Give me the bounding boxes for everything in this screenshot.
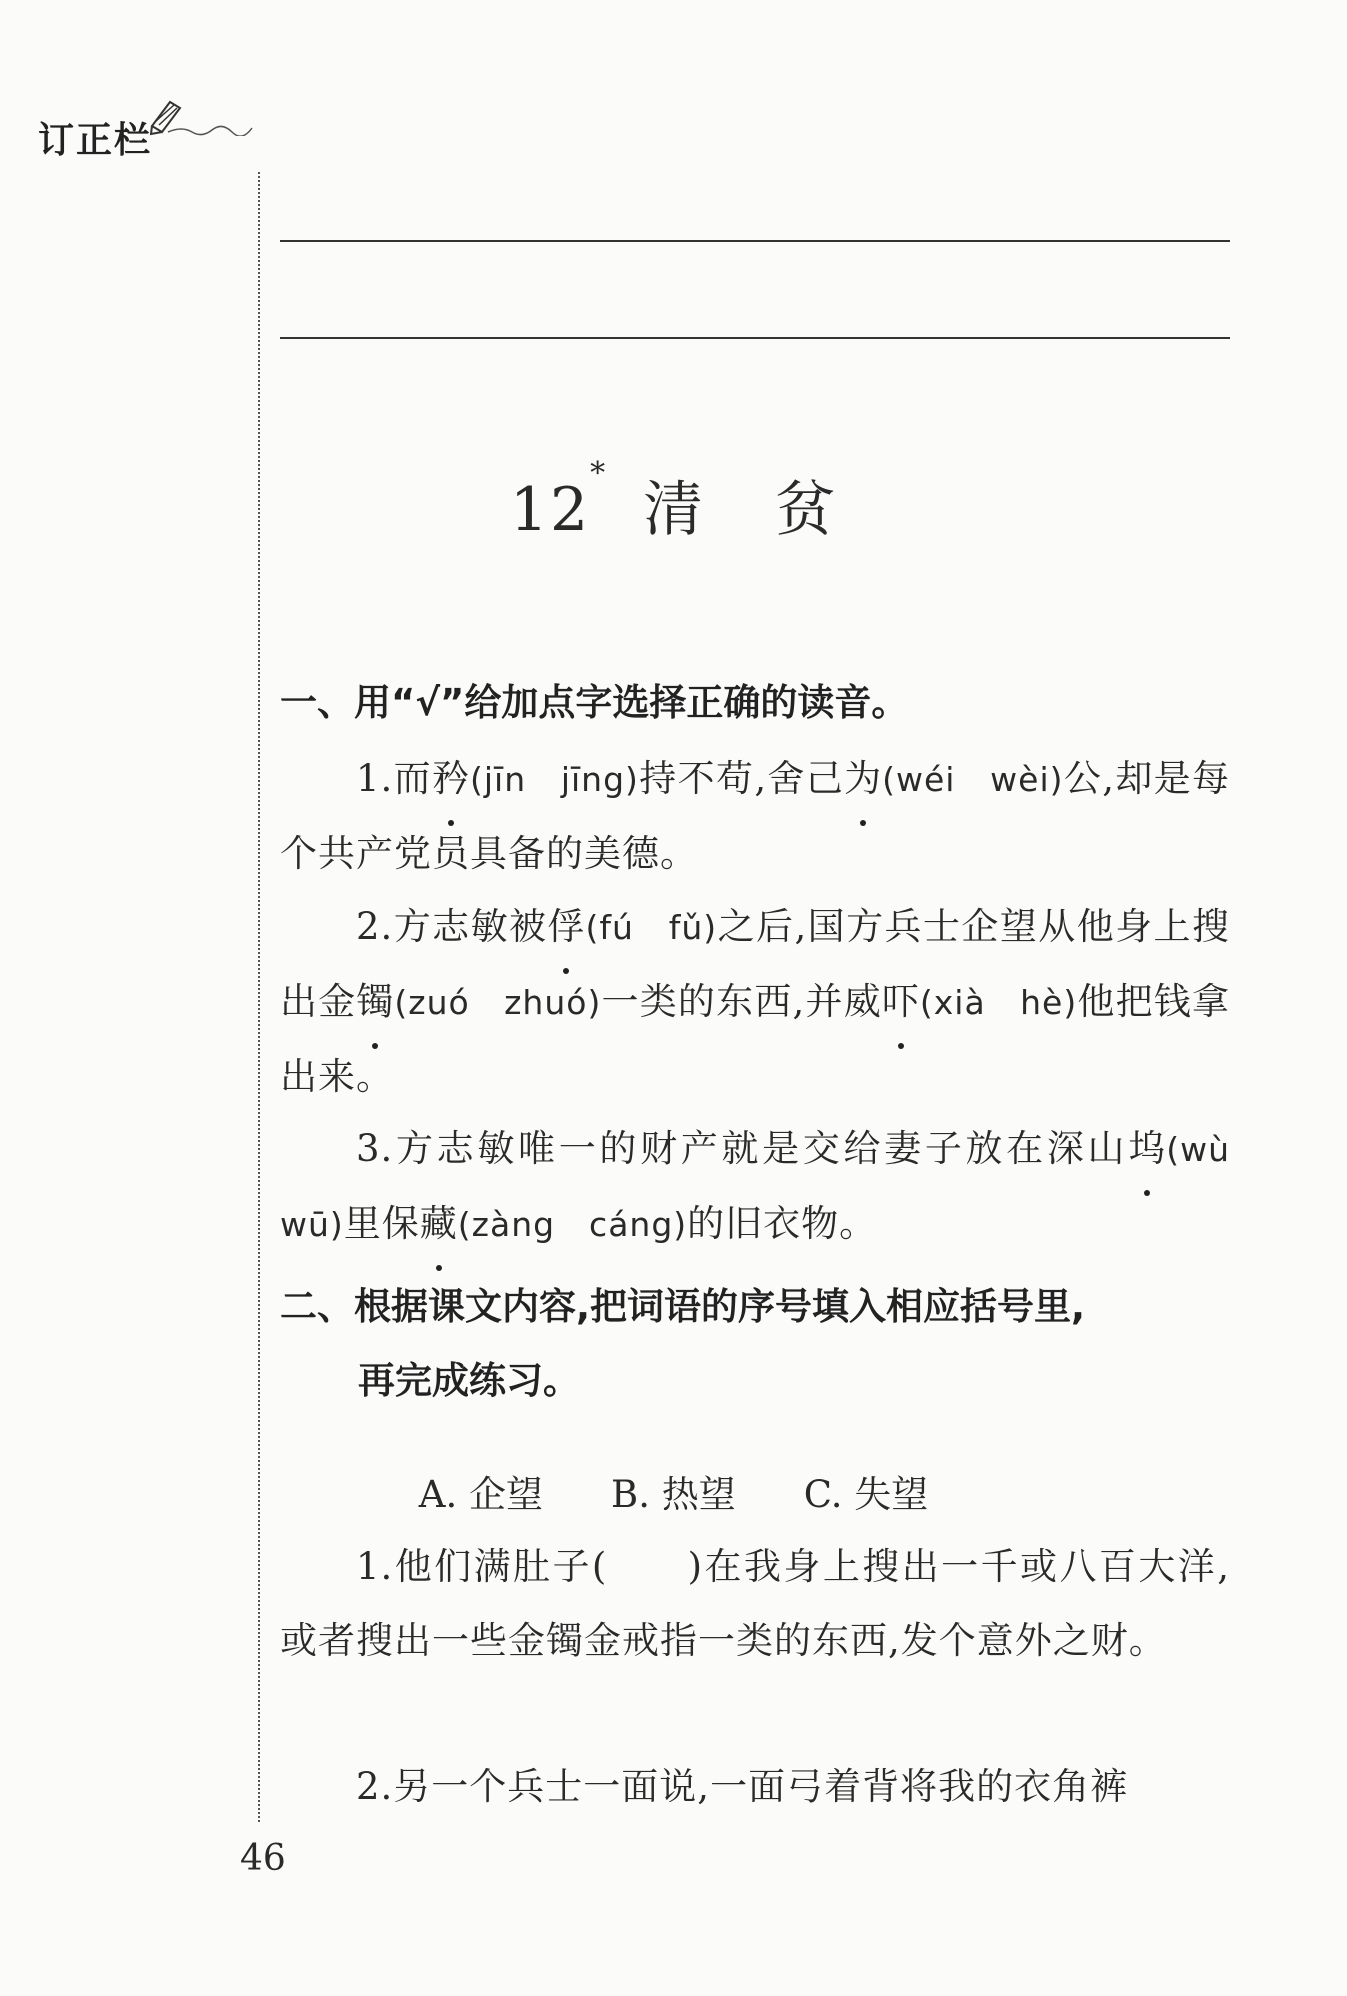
dotted-char: 矜	[432, 742, 470, 816]
section-1-question-2: 2.方志敏被俘(fú fǔ)之后,国方兵士企望从他身上搜出金镯(zuó zhuó)一类的东西,并威吓(xià hè)他把钱拿出来。	[280, 890, 1230, 1114]
correction-column-label: 订正栏	[38, 120, 153, 161]
lesson-title-char-2: 贫	[775, 475, 838, 545]
lesson-title-char-1: 清	[643, 475, 706, 545]
lesson-title	[0, 456, 1347, 548]
dotted-char: 吓	[882, 965, 920, 1039]
word-options	[0, 1458, 1347, 1532]
pinyin-choice[interactable]: (zàng cáng)	[457, 1205, 688, 1244]
answer-line-2[interactable]	[280, 337, 1230, 339]
dotted-char: 为	[844, 742, 882, 816]
option-b: B. 热望	[611, 1473, 736, 1516]
answer-line-1[interactable]	[280, 240, 1230, 242]
pencil-icon	[148, 96, 258, 136]
section-1-question-1: 1.而矜(jīn jīng)持不苟,舍己为(wéi wèi)公,却是每个共产党员具备的美德。	[280, 742, 1230, 891]
section-2-question-2: 2.另一个兵士一面说,一面弓着背将我的衣角裤	[356, 1765, 1129, 1808]
pinyin-choice[interactable]: (wéi wèi)	[882, 760, 1064, 799]
pinyin-choice[interactable]: (xià hè)	[919, 983, 1078, 1022]
lesson-number: 12	[509, 475, 591, 545]
pinyin-choice[interactable]: (zuó zhuó)	[394, 983, 602, 1022]
optional-star: *	[590, 456, 608, 491]
pinyin-choice[interactable]: (fú fǔ)	[585, 908, 718, 947]
dotted-char: 藏	[420, 1187, 458, 1261]
section-1-heading: 一、用“√”给加点字选择正确的读音。	[280, 681, 909, 724]
section-2-question-1: 1.他们满肚子( )在我身上搜出一千或八百大洋,或者搜出一些金镯金戒指一类的东西,发个意外之财。	[280, 1545, 1230, 1662]
margin-divider	[258, 172, 260, 1822]
option-a: A. 企望	[418, 1473, 543, 1516]
question-text: 另一个兵士一面说,一面弓着背将我的衣角裤	[393, 1765, 1129, 1808]
dotted-char: 俘	[547, 890, 585, 964]
section-2-heading: 二、根据课文内容,把词语的序号填入相应括号里, 再完成练习。	[280, 1285, 1086, 1402]
page-number: 46	[240, 1838, 286, 1879]
section-1-question-3: 3.方志敏唯一的财产就是交给妻子放在深山坞(wù wū)里保藏(zàng cáng)的旧衣物。	[280, 1112, 1230, 1262]
question-text: 他们满肚子( )在我身上搜出一千或八百大洋,或者搜出一些金镯金戒指一类的东西,发个意外之财。	[280, 1545, 1230, 1662]
dotted-char: 镯	[356, 965, 394, 1039]
pinyin-choice[interactable]: (jīn jīng)	[470, 760, 639, 799]
pinyin-choice[interactable]: (wù wū)	[280, 1130, 1264, 1244]
dotted-char: 坞	[1128, 1112, 1166, 1186]
option-c: C. 失望	[803, 1473, 929, 1516]
